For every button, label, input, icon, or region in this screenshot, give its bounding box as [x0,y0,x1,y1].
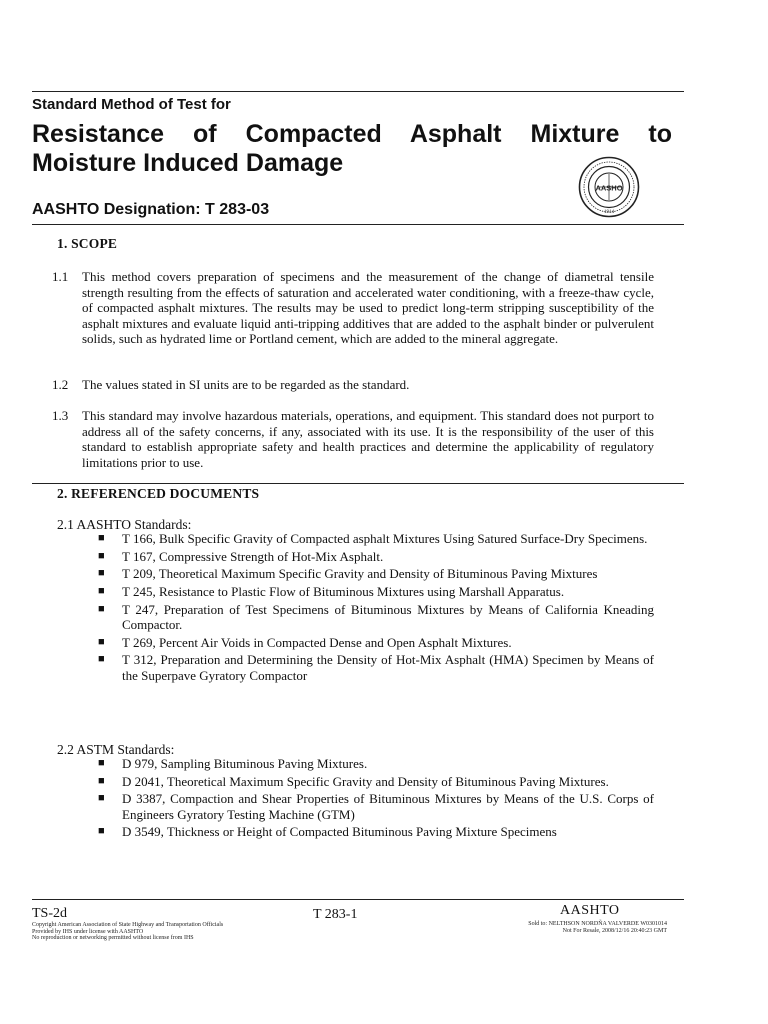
bullet-icon: ■ [98,567,105,580]
aashto-standards-heading: 2.1 AASHTO Standards: [57,517,192,532]
scope-1-1-text: This method covers preparation of specimens and the measurement of the change of diametral tensile strength resulting from the effects of saturation and accelerated water conditioning, with a freeze-thaw cycle, of compacted asphalt mixtures. The results may be used to predict long-term stripping susceptibility of the asphalt mixtures and evaluate liquid anti-tripping additives that are added to the asphalt binder or pulverulent solids, such as hydrated lime or Portland cement, which are added to the mineral aggregate. [82,269,654,347]
copyright-line: Provided by IHS under license with AASHTO [32,928,144,935]
bullet-icon: ■ [98,825,105,838]
list-item: ■ T 269, Percent Air Voids in Compacted Dense and Open Asphalt Mixtures. [98,634,512,650]
list-item: ■ T 247, Preparation of Test Specimens of Bituminous Mixtures by Means of California Kneading Compactor. [98,601,654,633]
aashto-designation: AASHTO Designation: T 283-03 [32,201,270,218]
bullet-icon: ■ [98,653,105,666]
list-item: ■ D 3549, Thickness or Height of Compacted Bituminous Paving Mixture Specimens [98,824,557,840]
astm-standards-list [96,756,654,842]
bullet-icon: ■ [98,602,105,615]
list-item: ■ D 979, Sampling Bituminous Paving Mixtures. [98,756,368,771]
top-rule [32,91,684,92]
section-1-heading: 1. SCOPE [57,236,118,251]
bullet-icon: ■ [98,585,105,598]
footer-rule [32,899,684,900]
scope-1-1 [52,269,654,347]
footer-org: AASHTO [560,903,620,918]
scope-1-2 [52,377,654,393]
bullet-icon: ■ [98,549,105,562]
sold-to-line: Sold to: NELTHSON NORDÑA VALVERDE W0301014 [528,921,667,927]
bullet-icon: ■ [98,774,105,787]
sold-to-stamp [467,921,667,935]
copyright-line: Copyright American Association of State Highway and Transportation Officials [32,922,224,928]
title-line-1: Resistance of Compacted Asphalt Mixture to [32,120,672,148]
copyright-line: No reproduction or networking permitted without license from IHS [32,935,194,941]
bullet-icon: ■ [98,532,105,544]
section-2-heading: 2. REFERENCED DOCUMENTS [57,486,260,501]
bullet-icon: ■ [98,757,105,769]
section-2-rule [32,483,684,484]
bullet-icon: ■ [98,792,105,805]
list-item: ■ D 2041, Theoretical Maximum Specific Gravity and Density of Bituminous Paving Mixtures. [98,773,609,789]
header-rule [32,224,684,225]
footer-code: TS-2d [32,906,67,921]
astm-standards-heading: 2.2 ASTM Standards: [57,742,175,757]
bullet-icon: ■ [98,635,105,648]
list-item: ■ T 245, Resistance to Plastic Flow of Bituminous Mixtures using Marshall Apparatus. [98,584,565,600]
document-title [32,120,672,178]
scope-1-2-number: 1.2 [52,377,69,392]
list-item: ■ T 166, Bulk Specific Gravity of Compacted asphalt Mixtures Using Satured Surface-Dry Specimens. [98,531,648,546]
scope-1-3 [52,408,654,470]
list-item: ■ D 3387, Compaction and Shear Properties of Bituminous Mixtures by Means of the U.S. Corps of Engineers Gyratory Testing Machine (GTM) [98,791,654,822]
title-line-2: Moisture Induced Damage [32,149,344,177]
aashto-seal-icon [578,156,640,218]
svg-text:AASHO: AASHO [595,183,623,193]
scope-1-3-number: 1.3 [52,408,69,423]
footer-left [32,906,223,942]
not-for-resale-line: Not For Resale, 2008/12/16 20:40:23 GMT [562,928,667,934]
aashto-standards-list [96,531,654,685]
page-number: T 283-1 [313,907,358,922]
scope-1-2-text: The values stated in SI units are to be regarded as the standard. [82,377,410,392]
list-item: ■ T 167, Compressive Strength of Hot-Mix Asphalt. [98,548,384,564]
standard-kicker: Standard Method of Test for [32,96,231,113]
list-item: ■ T 209, Theoretical Maximum Specific Gravity and Density of Bituminous Paving Mixtures [98,566,598,582]
scope-1-3-text: This standard may involve hazardous materials, operations, and equipment. This standard does not purport to address all of the safety concerns, if any, associated with its use. It is the responsibility of the user of this standard to establish appropriate safety and health practices and determine the applicability of regulatory limitations prior to use. [82,408,654,470]
list-item: ■ T 312, Preparation and Determining the Density of Hot-Mix Asphalt (HMA) Specimen by Means of the Superpave Gyratory Compactor [98,652,654,683]
scope-1-1-number: 1.1 [52,269,69,284]
svg-text:1914: 1914 [604,210,614,215]
